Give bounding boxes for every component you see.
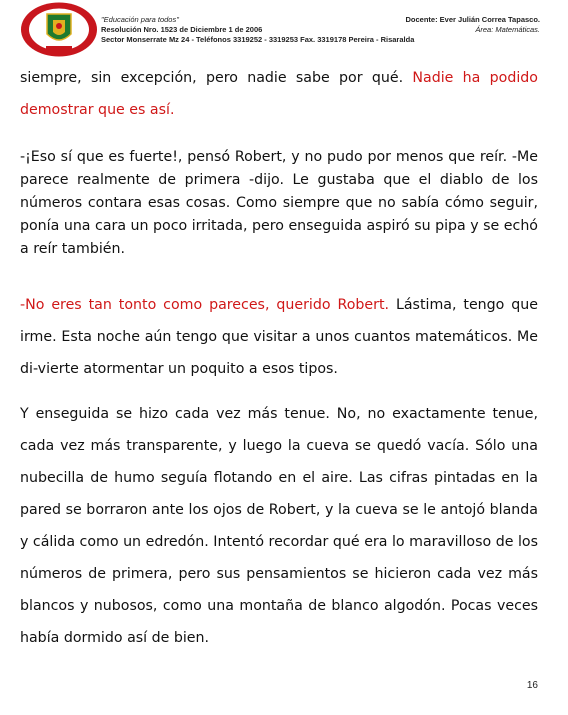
paragraph-4-text: Y enseguida se hizo cada vez más tenue. No, no exactamente tenue, cada vez más transparente, y luego la cueva se quedó vacía. Sólo una nubecilla de humo seguía flotando en el aire. Las cifras pintadas en la pared se borraron ante los ojos de Robert, y la cueva se le antojó blanda y cálida como un edredón. Intentó recordar qué era lo maravilloso de los números de primera, pero sus pensamientos se hicieron cada vez más blancos y nubosos, como una montaña de blanco algodón. Pocas veces había dormido así de bien. bbox=[20, 406, 538, 646]
header-left bbox=[101, 15, 414, 45]
paragraph-1-text: siempre, sin excepción, pero nadie sabe por qué. bbox=[20, 70, 404, 86]
paragraph-4 bbox=[20, 398, 538, 654]
paragraph-1 bbox=[20, 62, 538, 126]
area-text: Área: Matemáticas. bbox=[475, 25, 540, 34]
page-body bbox=[20, 62, 538, 654]
paragraph-3-red-text: -No eres tan tonto como pareces, querido Robert. bbox=[20, 297, 390, 313]
teacher-text: Docente: Ever Julián Correa Tapasco. bbox=[405, 15, 540, 24]
school-logo bbox=[20, 2, 98, 57]
header-right bbox=[406, 15, 541, 35]
page-header bbox=[0, 0, 568, 62]
paragraph-3-text: Lástima, tengo que irme. Esta noche aún tengo que visitar a unos cuantos matemáticos. Me di-vierte atormentar un poquito a esos tipos. bbox=[20, 297, 539, 377]
paragraph-2-text: -¡Eso sí que es fuerte!, pensó Robert, y no pudo por menos que reír. -Me parece realmente de primera -dijo. Le gustaba que el diablo de los números contara esas cosas. Como siempre que no sabía cómo seguir, ponía una cara un poco irritada, pero enseguida aspiró su pipa y se echó a reír también. bbox=[20, 149, 538, 257]
paragraph-1-red-text: Nadie ha podido demostrar que es así. bbox=[20, 70, 538, 118]
resolution-text: Resolución Nro. 1523 de Diciembre 1 de 2006 bbox=[101, 25, 263, 34]
page-number: 16 bbox=[526, 680, 538, 691]
motto-text: "Educación para todos" bbox=[101, 15, 179, 24]
address-text: Sector Monserrate Mz 24 - Teléfonos 3319252 - 3319253 Fax. 3319178 Pereira - Risaralda bbox=[101, 35, 415, 44]
paragraph-2 bbox=[20, 146, 538, 261]
paragraph-3 bbox=[20, 289, 538, 385]
